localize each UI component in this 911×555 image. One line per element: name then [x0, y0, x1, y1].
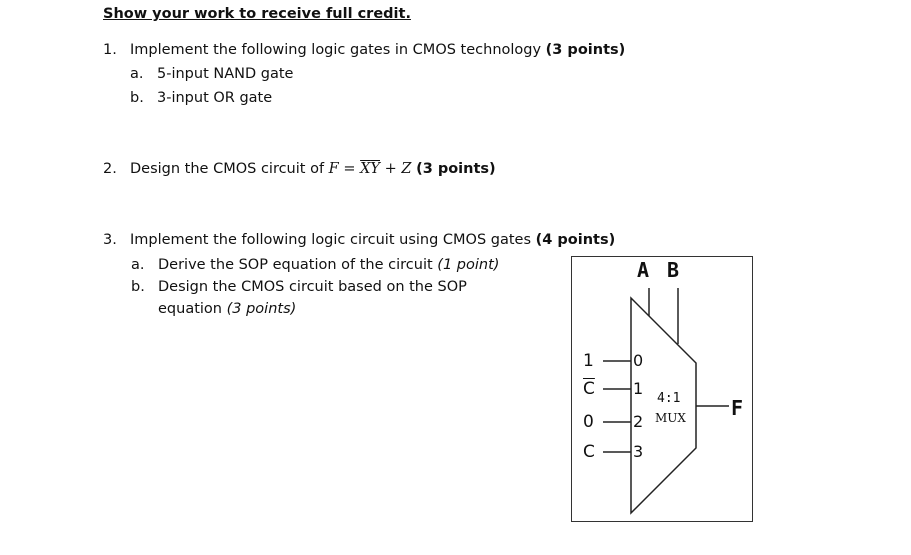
input-value-2: 0 — [583, 412, 594, 432]
q2-number: 2. — [103, 161, 117, 177]
page-heading: Show your work to receive full credit. — [103, 6, 411, 22]
q2-points: (3 points) — [416, 161, 496, 177]
q1-text: Implement the following logic gates in CMOS technology — [130, 42, 542, 58]
q1-item-b-letter: b. — [130, 90, 144, 106]
q1-item-b-text: 3-input OR gate — [157, 90, 273, 106]
input-index-0: 0 — [633, 351, 644, 370]
q1-item-a-letter: a. — [130, 66, 144, 82]
select-label-a: A — [637, 258, 650, 282]
q3-item-b-points: (3 points) — [226, 301, 297, 317]
q3-item-b-text2: equation — [158, 301, 222, 317]
q3-item-a-text: Derive the SOP equation of the circuit — [158, 257, 433, 273]
input-index-1: 1 — [633, 379, 644, 398]
q2-eq-y: $\overline{Y}$ — [370, 161, 380, 177]
select-label-b: B — [667, 258, 680, 282]
q3-item-a-points: (1 point) — [437, 257, 500, 273]
q1-number: 1. — [103, 42, 117, 58]
input-index-3: 3 — [633, 442, 644, 461]
q3-text: Implement the following logic circuit using CMOS gates — [130, 232, 532, 248]
q2-eq-x: $\overline{X}$ — [360, 161, 371, 177]
q2-eq-lhs: F — [328, 161, 339, 177]
q3-points: (4 points) — [535, 232, 616, 248]
mux-name-label: MUX — [655, 411, 686, 425]
mux-type-label: 4:1 — [657, 391, 681, 406]
q2-eq-z: Z — [401, 161, 412, 177]
output-label: F — [731, 396, 744, 420]
q3-number: 3. — [103, 232, 117, 248]
q3-item-b-text: Design the CMOS circuit based on the SOP — [158, 279, 467, 295]
input-value-3: C — [583, 442, 595, 462]
q2-eq-equals: = — [343, 161, 356, 177]
q2-text: Design the CMOS circuit of — [130, 161, 325, 177]
q1-item-a-text: 5-input NAND gate — [157, 66, 294, 82]
input-value-0: 1 — [583, 351, 594, 371]
q3-item-b-letter: b. — [131, 279, 145, 295]
q1-points: (3 points) — [545, 42, 626, 58]
q3-item-a-letter: a. — [131, 257, 145, 273]
input-value-1: $\overline{C}$ — [583, 379, 595, 399]
q2-eq-plus: + — [384, 161, 397, 177]
input-index-2: 2 — [633, 412, 644, 431]
